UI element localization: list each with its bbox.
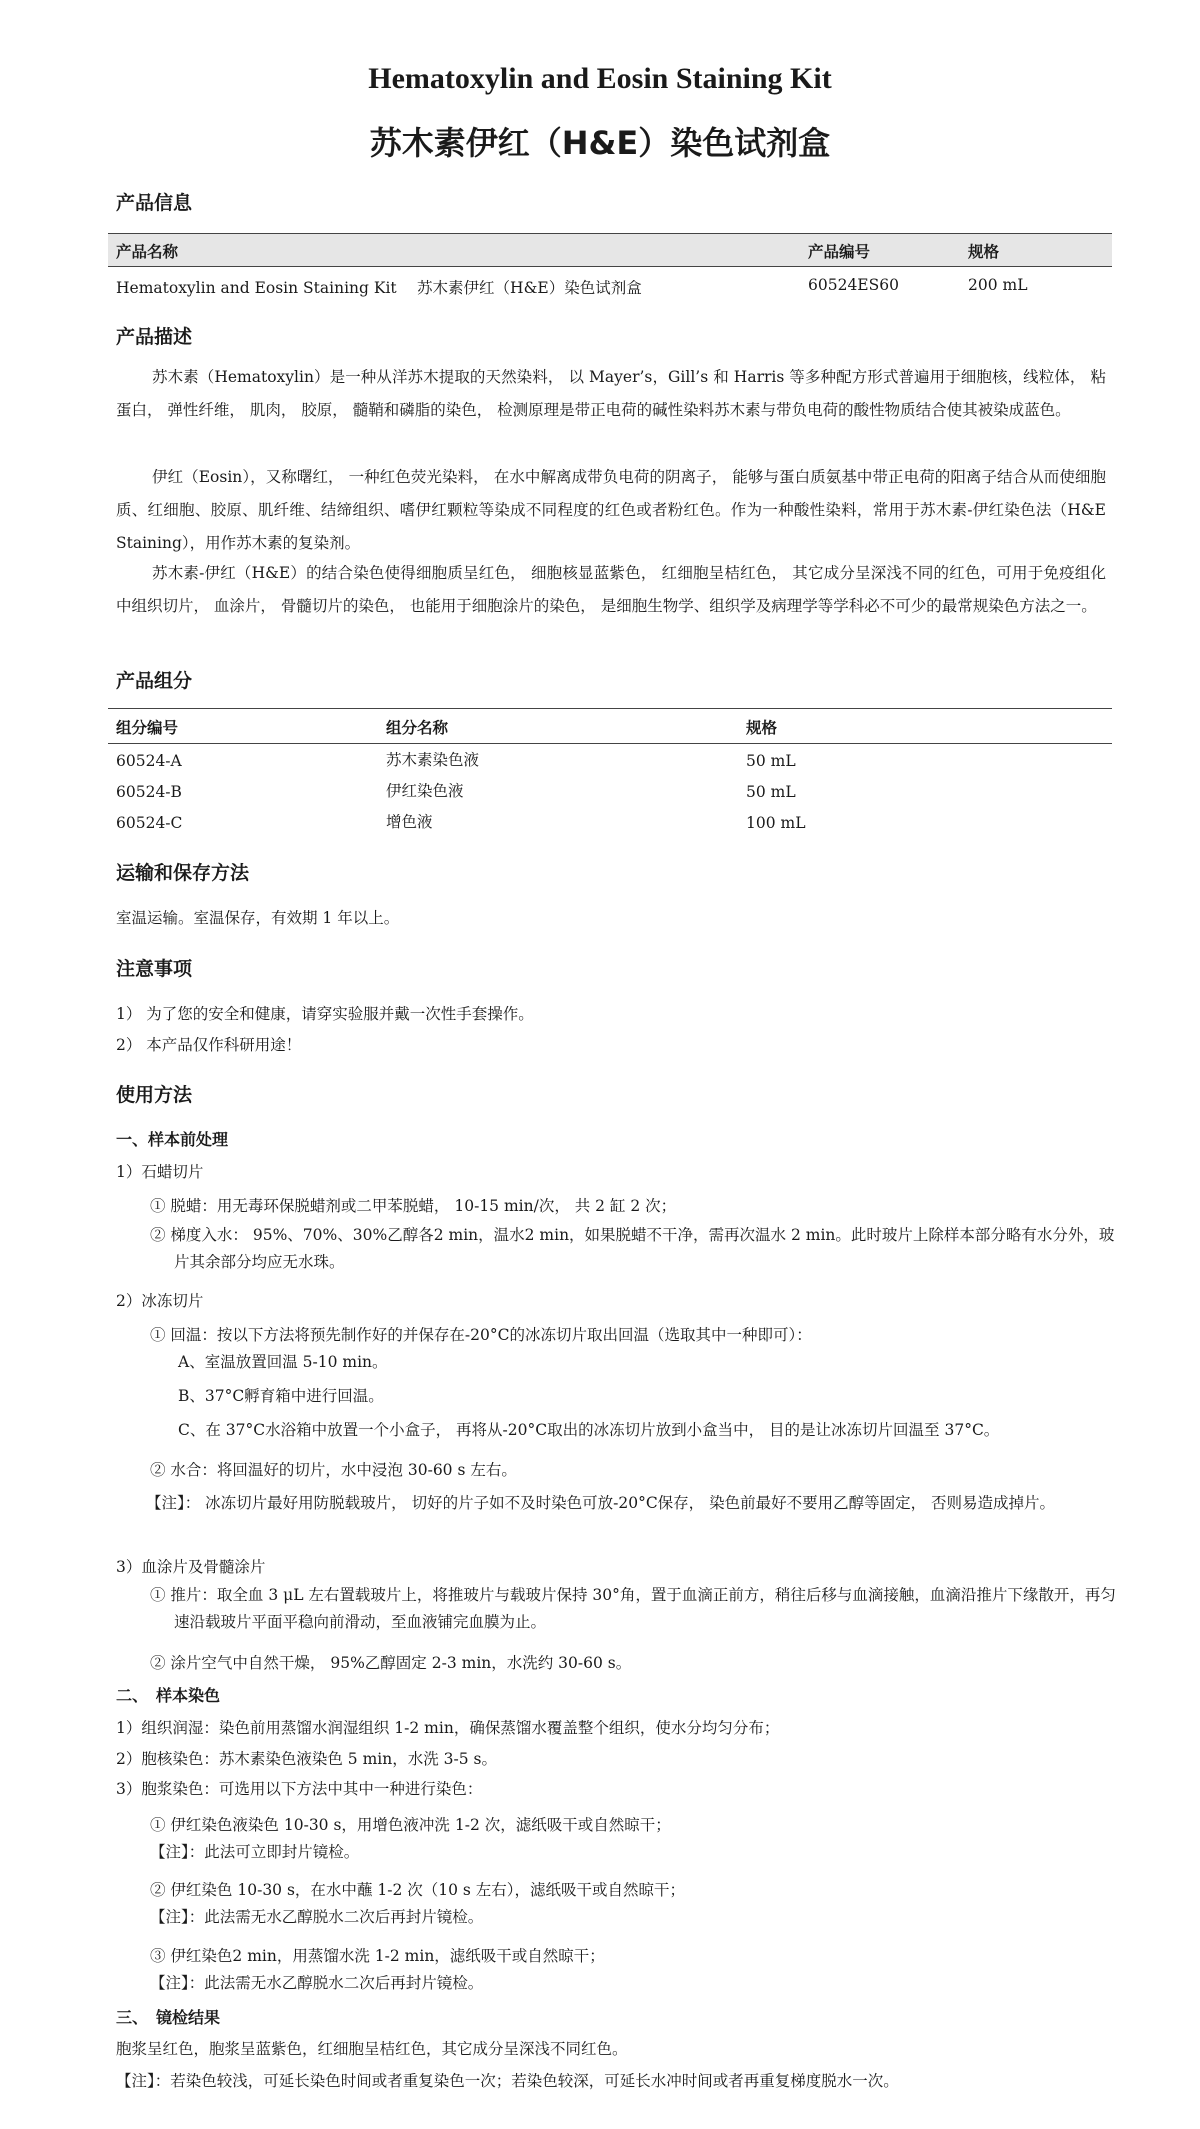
step-rewarm: ① 回温：按以下方法将预先制作好的并保存在-20°C的冰冻切片取出回温（选取其中一种即可）：	[150, 1326, 812, 1344]
frozen-section-label: 2）冰冻切片	[116, 1292, 204, 1310]
description-paragraph-2: 伊红（Eosin），又称曙红， 一种红色荧光染料， 在水中解离成带负电荷的阴离子， 能够与蛋白质氨基中带正电荷的阳离子结合从而使细胞质、红细胞、胶原、肌纤维、结缔组织、嗜伊红颗粒等染成不同程度的红色或者粉红色。作为一种酸性染料，常用于苏木素-伊红染色法（H&E Staining），用作苏木素的复染剂。	[116, 468, 1106, 552]
description-heading: 产品描述	[116, 326, 193, 348]
component-row-3-code: 60524-C	[116, 814, 183, 832]
description-paragraph-1: 苏木素（Hematoxylin）是一种从洋苏木提取的天然染料， 以 Mayer’s，Gill’s 和 Harris 等多种配方形式普遍用于细胞核，线粒体， 粘蛋白， 弹性纤维， 肌肉， 胶原， 髓鞘和磷脂的染色， 检测原理是带正电荷的碱性染料苏木素与带负电荷的酸性物质结合使其被染成蓝色。	[116, 368, 1106, 419]
col-component-name: 组分名称	[386, 719, 449, 737]
storage-heading: 运输和保存方法	[116, 862, 250, 884]
rewarm-option-a: A、室温放置回温 5-10 min。	[178, 1353, 388, 1371]
cytoplasm-method-1: ① 伊红染色液染色 10-30 s，用增色液冲洗 1-2 次，滤纸吸干或自然晾干；	[150, 1816, 671, 1834]
cytoplasm-method-2: ② 伊红染色 10-30 s，在水中蘸 1-2 次（10 s 左右），滤纸吸干或自然晾干；	[150, 1881, 686, 1899]
cytoplasm-method-2-note: 【注】：此法需无水乙醇脱水二次后再封片镜检。	[150, 1908, 484, 1926]
rewarm-option-c: C、在 37°C水浴箱中放置一个小盒子， 再将从-20°C取出的冰冻切片放到小盒当中， 目的是让冰冻切片回温至 37°C。	[178, 1421, 1000, 1439]
product-size-value: 200 mL	[968, 276, 1028, 294]
product-info-heading: 产品信息	[116, 192, 193, 214]
components-top-rule	[108, 708, 1112, 709]
title-chinese: 苏木素伊红（H&E）染色试剂盒	[369, 124, 831, 162]
components-heading: 产品组分	[116, 670, 193, 692]
section-3-heading: 三、 镜检结果	[116, 2008, 221, 2027]
notes-heading: 注意事项	[116, 958, 193, 980]
step-dewax: ① 脱蜡：用无毒环保脱蜡剂或二甲苯脱蜡， 10-15 min/次， 共 2 缸 2 次；	[150, 1197, 677, 1215]
result-text: 胞浆呈红色，胞浆呈蓝紫色，红细胞呈桔红色，其它成分呈深浅不同红色。	[116, 2040, 628, 2058]
section-1-heading: 一、样本前处理	[116, 1130, 229, 1149]
col-product-code: 产品编号	[808, 243, 871, 261]
stain-step-cytoplasm: 3）胞浆染色：可选用以下方法中其中一种进行染色：	[116, 1780, 483, 1798]
component-row-1-code: 60524-A	[116, 752, 182, 770]
note-item-1: 1） 为了您的安全和健康，请穿实验服并戴一次性手套操作。	[116, 1005, 534, 1023]
component-row-2-name: 伊红染色液	[386, 782, 464, 800]
storage-text: 室温运输。室温保存，有效期 1 年以上。	[116, 909, 400, 927]
step-gradient-hydration: ② 梯度入水： 95%、70%、30%乙醇各2 min，温水2 min，如果脱蜡不干净，需再次温水 2 min。此时玻片上除样本部分略有水分外，玻片其余部分均应无水珠。	[150, 1226, 1115, 1271]
cytoplasm-method-3: ③ 伊红染色2 min，用蒸馏水洗 1-2 min，滤纸吸干或自然晾干；	[150, 1947, 605, 1965]
product-code-value: 60524ES60	[808, 276, 899, 294]
blood-smear-label: 3）血涂片及骨髓涂片	[116, 1558, 266, 1576]
paraffin-section-label: 1）石蜡切片	[116, 1163, 204, 1181]
col-component-size: 规格	[746, 719, 778, 737]
section-2-heading: 二、 样本染色	[116, 1686, 221, 1705]
component-row-3-size: 100 mL	[746, 814, 806, 832]
usage-heading: 使用方法	[116, 1084, 193, 1106]
frozen-section-note: 【注】： 冰冻切片最好用防脱载玻片， 切好的片子如不及时染色可放-20°C保存， 染色前最好不要用乙醇等固定， 否则易造成掉片。	[146, 1494, 1056, 1512]
component-row-3-name: 增色液	[386, 813, 433, 831]
cytoplasm-method-3-note: 【注】：此法需无水乙醇脱水二次后再封片镜检。	[150, 1974, 484, 1992]
rewarm-option-b: B、37°C孵育箱中进行回温。	[178, 1387, 384, 1405]
step-hydrate: ② 水合：将回温好的切片，水中浸泡 30-60 s 左右。	[150, 1461, 517, 1479]
col-product-size: 规格	[968, 243, 1000, 261]
note-item-2: 2） 本产品仅作科研用途！	[116, 1036, 302, 1054]
col-component-code: 组分编号	[116, 719, 179, 737]
component-row-2-size: 50 mL	[746, 783, 796, 801]
product-info-header-bar	[108, 233, 1112, 267]
col-product-name: 产品名称	[116, 243, 179, 261]
title-english: Hematoxylin and Eosin Staining Kit	[368, 62, 832, 95]
component-row-2-code: 60524-B	[116, 783, 182, 801]
step-air-dry-fix: ② 涂片空气中自然干燥， 95%乙醇固定 2-3 min，水洗约 30-60 s。	[150, 1654, 632, 1672]
description-paragraph-3: 苏木素-伊红（H&E）的结合染色使得细胞质呈红色， 细胞核显蓝紫色， 红细胞呈桔红色， 其它成分呈深浅不同的红色，可用于免疫组化中组织切片， 血涂片， 骨髓切片的染色， 也能用于细胞涂片的染色， 是细胞生物学、组织学及病理学等学科必不可少的最常规染色方法之一。	[116, 564, 1106, 615]
stain-step-nucleus: 2）胞核染色：苏木素染色液染色 5 min，水洗 3-5 s。	[116, 1750, 497, 1768]
step-smear: ① 推片：取全血 3 μL 左右置载玻片上，将推玻片与载玻片保持 30°角，置于血滴正前方，稍往后移与血滴接触，血滴沿推片下缘散开，再匀速沿载玻片平面平稳向前滑动，至血液铺完血膜为止。	[150, 1586, 1116, 1631]
product-name-value: Hematoxylin and Eosin Staining Kit 苏木素伊红（H&E）染色试剂盒	[116, 279, 642, 297]
result-note: 【注】：若染色较浅，可延长染色时间或者重复染色一次；若染色较深，可延长水冲时间或者再重复梯度脱水一次。	[116, 2072, 899, 2090]
component-row-1-name: 苏木素染色液	[386, 751, 480, 769]
component-row-1-size: 50 mL	[746, 752, 796, 770]
components-header-rule	[108, 743, 1112, 744]
cytoplasm-method-1-note: 【注】：此法可立即封片镜检。	[150, 1843, 360, 1861]
stain-step-wet: 1）组织润湿：染色前用蒸馏水润湿组织 1-2 min，确保蒸馏水覆盖整个组织，使水分均匀分布；	[116, 1719, 780, 1737]
